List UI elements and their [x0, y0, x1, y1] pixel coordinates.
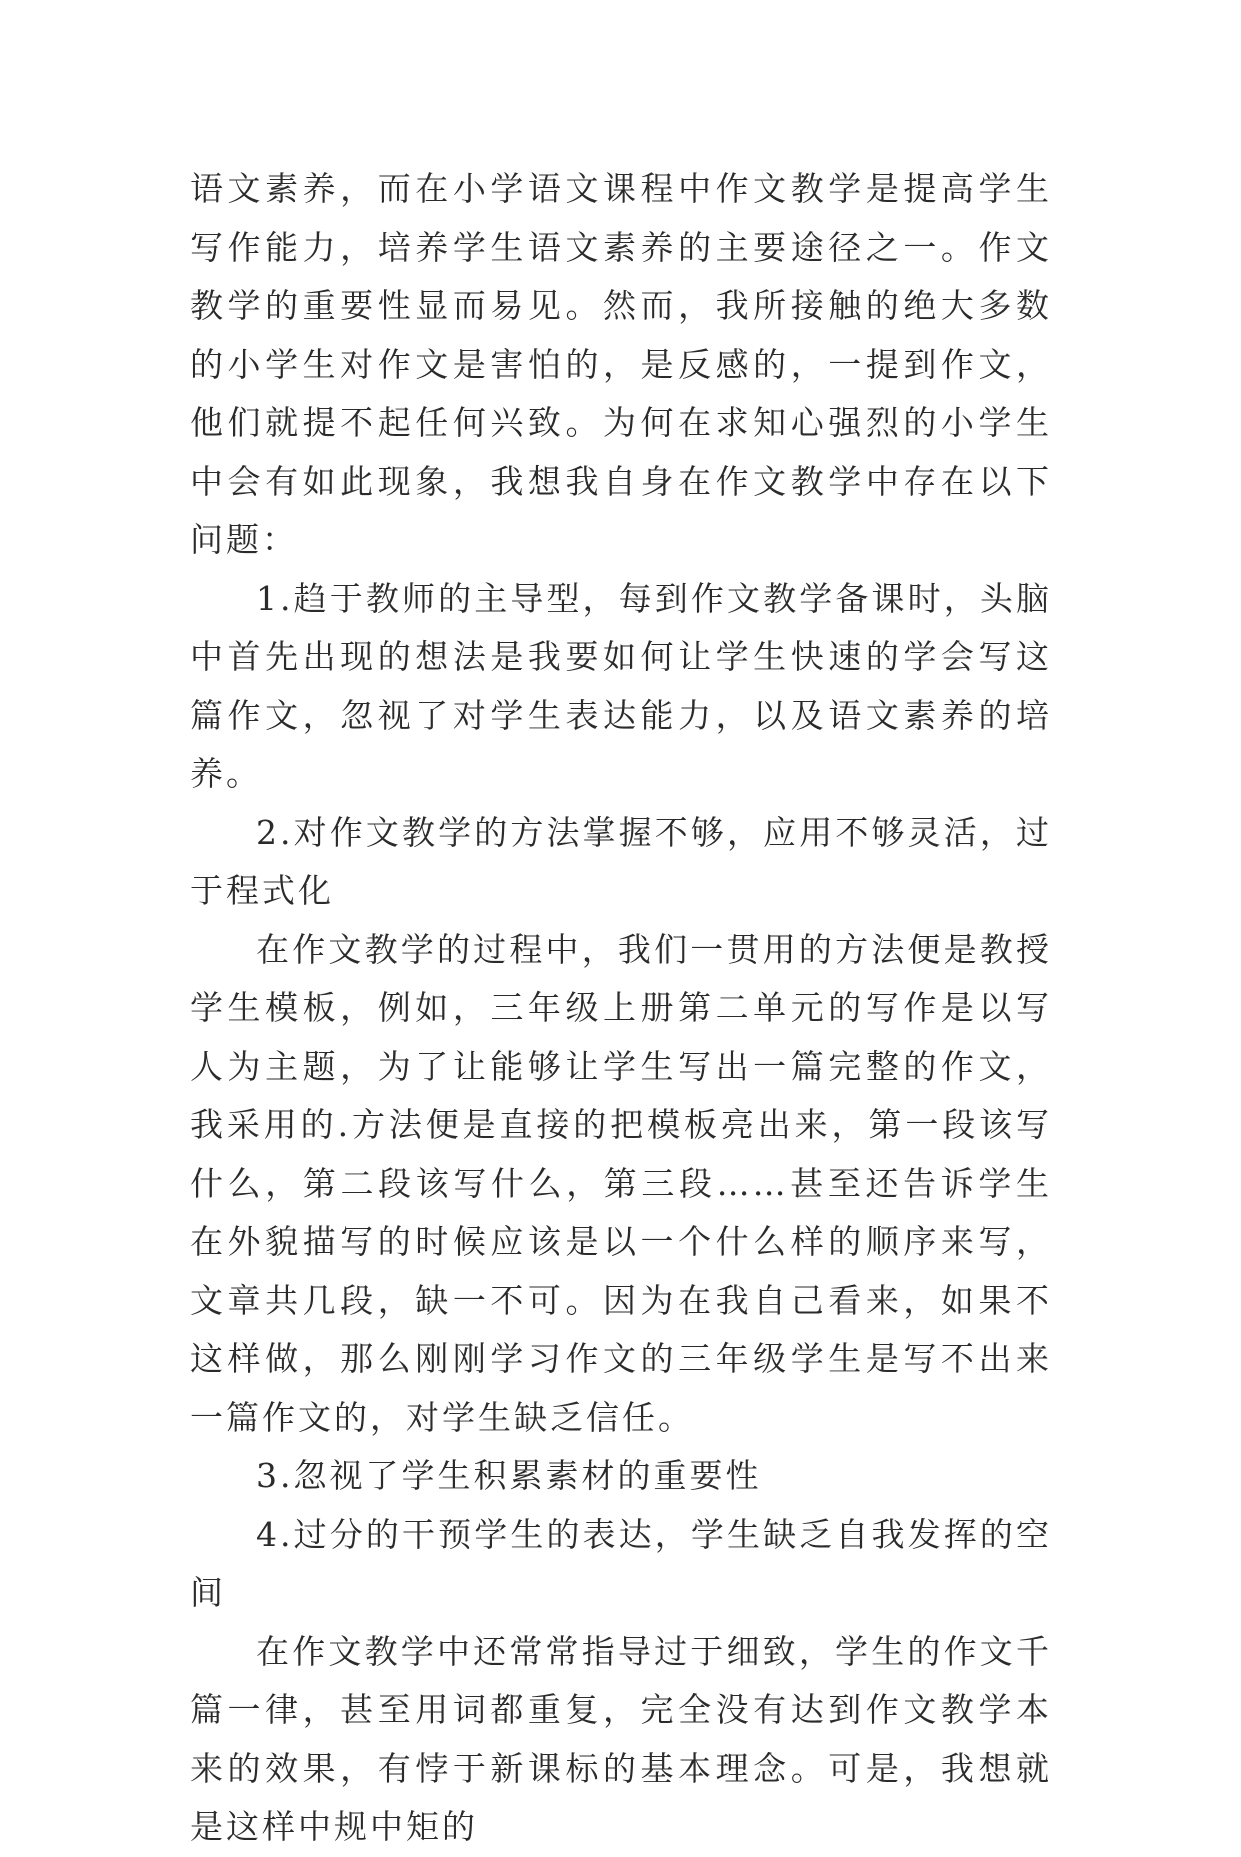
document-body: [190, 160, 1052, 1857]
paragraph-7: 在作文教学中还常常指导过于细致，学生的作文千篇一律，甚至用词都重复，完全没有达到作文教学本来的效果，有悖于新课标的基本理念。可是，我想就是这样中规中矩的: [190, 1631, 1052, 1846]
paragraph-3: 2.对作文教学的方法掌握不够，应用不够灵活，过于程式化: [190, 812, 1052, 910]
paragraph-5: 3.忽视了学生积累素材的重要性: [256, 1456, 762, 1495]
paragraph-6: 4.过分的干预学生的表达，学生缺乏自我发挥的空间: [190, 1514, 1052, 1612]
paragraph-4: 在作文教学的过程中，我们一贯用的方法便是教授学生模板，例如，三年级上册第二单元的写作是以写人为主题，为了让能够让学生写出一篇完整的作文，我采用的.方法便是直接的把模板亮出来，第一段该写什么，第二段该写什么，第三段……甚至还告诉学生在外貌描写的时候应该是以一个什么样的顺序来写，文章共几段，缺一不可。因为在我自己看来，如果不这样做，那么刚刚学习作文的三年级学生是写不出来一篇作文的，对学生缺乏信任。: [190, 929, 1052, 1437]
paragraph-1: 语文素养，而在小学语文课程中作文教学是提高学生写作能力，培养学生语文素养的主要途径之一。作文教学的重要性显而易见。然而，我所接触的绝大多数的小学生对作文是害怕的，是反感的，一提到作文，他们就提不起任何兴致。为何在求知心强烈的小学生中会有如此现象，我想我自身在作文教学中存在以下问题：: [190, 169, 1052, 559]
paragraph-2: 1.趋于教师的主导型，每到作文教学备课时，头脑中首先出现的想法是我要如何让学生快速的学会写这篇作文，忽视了对学生表达能力，以及语文素养的培养。: [190, 578, 1052, 793]
